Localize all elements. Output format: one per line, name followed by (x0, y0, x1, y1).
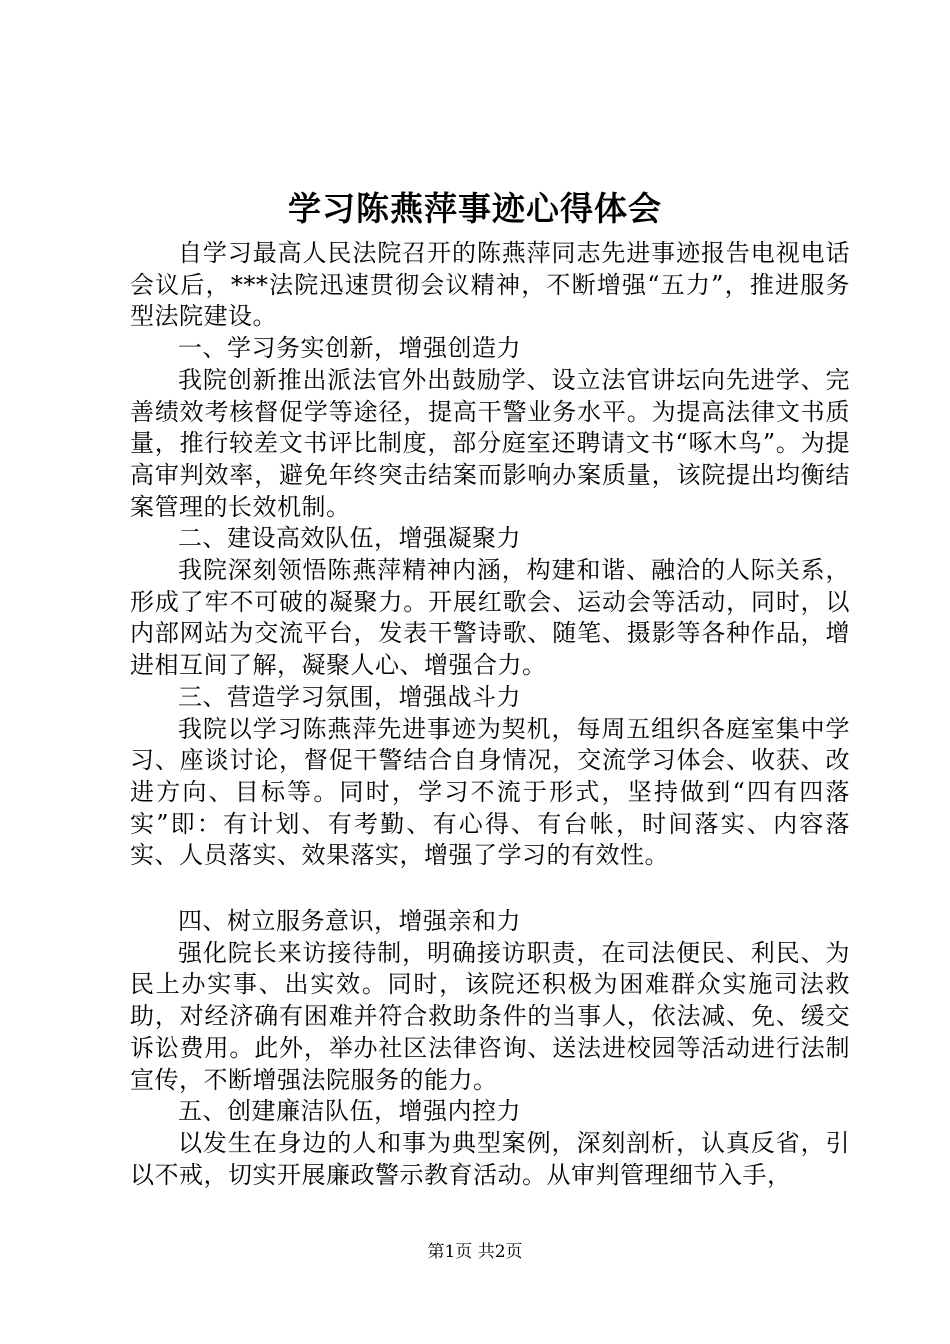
section-heading-4: 四、树立服务意识，增强亲和力 (178, 907, 521, 936)
section-heading-2: 二、建设高效队伍，增强凝聚力 (178, 524, 521, 553)
section-paragraph-1: 我院创新推出派法官外出鼓励学、设立法官讲坛向先进学、完善绩效考核督促学等途径，提高干警业务水平。为提高法律文书质量，推行较差文书评比制度，部分庭室还聘请文书“啄木鸟”。为提高审判效率，避免年终突击结案而影响办案质量，该院提出均衡结案管理的长效机制。 (130, 365, 850, 521)
page-footer: 第1页 共2页 (427, 1242, 523, 1262)
section-heading-1: 一、学习务实创新，增强创造力 (178, 334, 521, 363)
document-title: 学习陈燕萍事迹心得体会 (288, 189, 662, 228)
section-heading-3: 三、营造学习氛围，增强战斗力 (178, 682, 521, 711)
section-paragraph-3: 我院以学习陈燕萍先进事迹为契机，每周五组织各庭室集中学习、座谈讨论，督促干警结合自身情况，交流学习体会、收获、改进方向、目标等。同时，学习不流于形式，坚持做到“四有四落实”即：有计划、有考勤、有心得、有台帐，时间落实、内容落实、人员落实、效果落实，增强了学习的有效性。 (130, 714, 850, 870)
intro-paragraph: 自学习最高人民法院召开的陈燕萍同志先进事迹报告电视电话会议后，***法院迅速贯彻会议精神，不断增强“五力”，推进服务型法院建设。 (130, 239, 850, 331)
document-body (130, 238, 850, 1191)
section-paragraph-4: 强化院长来访接待制，明确接访职责，在司法便民、利民、为民上办实事、出实效。同时，该院还积极为困难群众实施司法救助，对经济确有困难并符合救助条件的当事人，依法减、免、缓交诉讼费用。此外，举办社区法律咨询、送法进校园等活动进行法制宣传，不断增强法院服务的能力。 (130, 938, 850, 1094)
section-paragraph-2: 我院深刻领悟陈燕萍精神内涵，构建和谐、融洽的人际关系，形成了牢不可破的凝聚力。开展红歌会、运动会等活动，同时，以内部网站为交流平台，发表干警诗歌、随笔、摄影等各种作品，增进相互间了解，凝聚人心、增强合力。 (130, 556, 850, 680)
section-heading-5: 五、创建廉洁队伍，增强内控力 (178, 1097, 521, 1126)
section-paragraph-5: 以发生在身边的人和事为典型案例，深刻剖析，认真反省，引以不戒，切实开展廉政警示教育活动。从审判管理细节入手， (130, 1128, 850, 1189)
paragraph-spacer (130, 872, 850, 906)
